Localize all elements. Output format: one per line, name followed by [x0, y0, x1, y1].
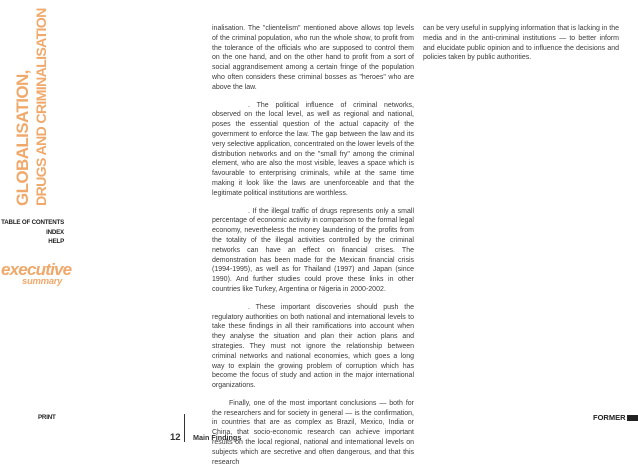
nav-table-of-contents[interactable]: TABLE OF CONTENTS — [1, 219, 64, 226]
footer-divider — [184, 414, 185, 442]
print-button[interactable]: PRINT — [38, 414, 56, 421]
vertical-title-svg — [4, 6, 62, 211]
paragraph-6: can be very useful in supplying information that is lacking in the media and in the anti-criminal institutions — to better inform and elucidate public opinion and to influence the decisions and policies taken by public authorities. — [423, 25, 619, 62]
paragraph-2: . The political influence of criminal networks, observed on the local level, as well as regional and national, poses the essential question of the actual capacity of the government to enforce the law. The gap between the law and its very selective application, concentrated on the lower levels of the distribution networks and on the "small fry" among the criminal element, who are also the most visible, leaves a space which is favourable to enterprising criminals, while at the same time making it look like the laws are unenforceable and that the legitimate political institutions are worthless. — [212, 101, 414, 197]
summary-link[interactable]: summary — [22, 276, 63, 287]
former-label: FORMER — [593, 413, 626, 422]
section-title: Main Findings — [193, 433, 242, 442]
back-arrow-icon — [627, 415, 638, 421]
main-column-left — [212, 24, 414, 475]
paragraph-1: inalisation. The "clientelism" mentioned above allows top levels of the criminal population, who run the whole show, to profit from the tolerance of the officials who are supposed to control them on the one hand, and on the other hand to profit from a sort of social aggrandisement among a certain fringe of the population who often considers these criminal bosses as "heroes" who are above the law. — [212, 25, 414, 91]
sidebar — [0, 0, 72, 452]
main-column-right — [423, 24, 619, 71]
paragraph-5: Finally, one of the most important conclusions — both for the researchers and for society in general — is the confirmation, in countries that are as complex as Brazil, Mexico, India or China, that socio-economic research can achieve important results on the local regional, national and international levels on subjects which are secretive and often dangerous, and that this research — [212, 399, 414, 466]
paragraph-4: . These important discoveries should push the regulatory authorities on both national and international levels to take these findings in all their ramifications into account when they analyse the situation and plan their action plans and strategies. They must not ignore the relationship between criminal networks and national economies, which goes a long way to explain the growing problem of corruption which has become the focus of study and action in the major international organizations. — [212, 303, 414, 390]
title-line2: DRUGS AND CRIMINALISATION — [34, 8, 50, 206]
vertical-title — [4, 6, 62, 211]
former-button[interactable] — [593, 413, 638, 422]
nav-help[interactable]: HELP — [48, 238, 64, 245]
title-line1: GLOBALISATION, — [13, 70, 32, 206]
executive-link[interactable]: executive — [1, 260, 72, 279]
nav-index[interactable]: INDEX — [46, 229, 64, 236]
page-number: 12 — [170, 432, 181, 443]
paragraph-3: . If the illegal traffic of drugs represents only a small percentage of economic activity in comparison to the formal legal economy, nevertheless the money laundering of the profits from the totality of the illegal activities controlled by the criminal networks can have an effect on financial crises. The demonstration has been made for the Mexican financial crisis (1994-1995), as well as for Thailand (1997) and Japan (since 1990). And further studies could prove these links in other countries like Turkey, Argentina or Nigeria in 2000-2002. — [212, 207, 414, 293]
